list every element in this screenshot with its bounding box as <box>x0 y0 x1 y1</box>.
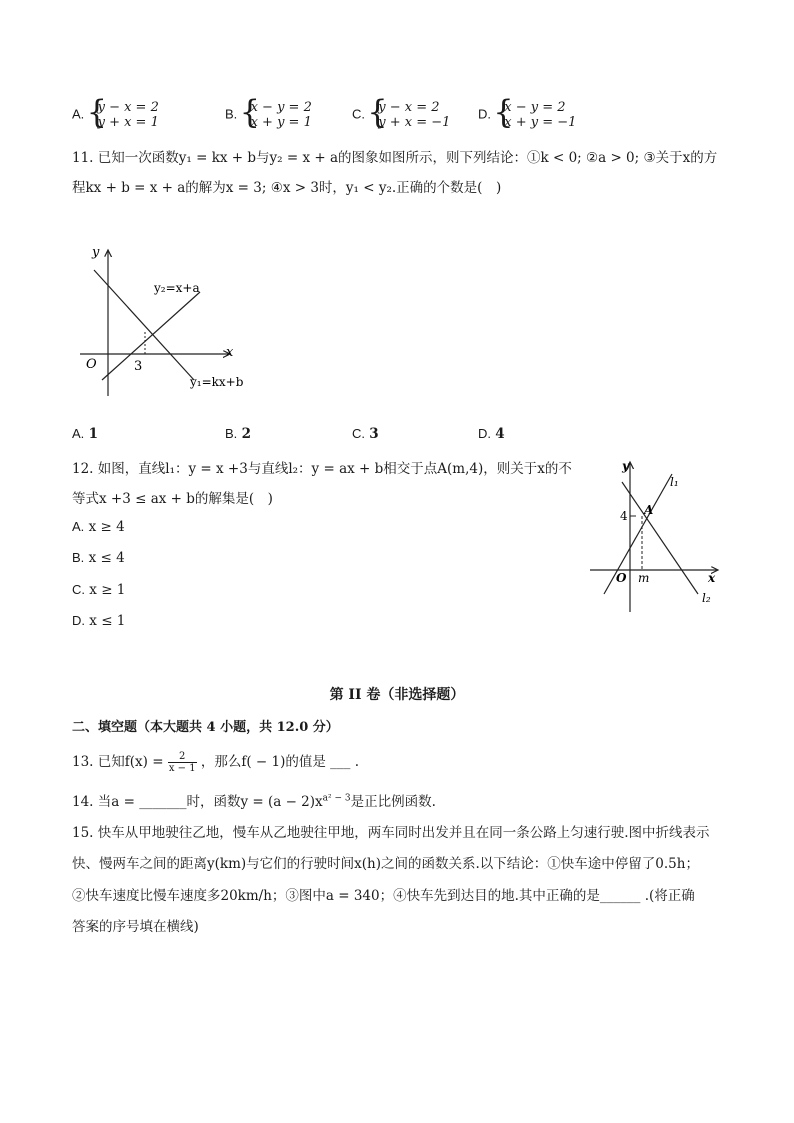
q14-suffix: 是正比例函数. <box>350 794 436 810</box>
line-l2-label: l₂ <box>702 591 711 605</box>
equation-line: y + x = −1 <box>378 115 451 130</box>
q13-prefix: 13. 已知f(x) = <box>72 754 164 770</box>
option-value: 3 <box>369 426 379 442</box>
fraction-numerator: 2 <box>168 751 197 763</box>
y-tick-label: 4 <box>620 509 628 523</box>
q15-line4: 答案的序号填在横线) <box>72 919 199 935</box>
line-l1-label: l₁ <box>670 475 679 489</box>
x-tick-label: m <box>638 571 650 585</box>
option-value: 1 <box>88 426 98 442</box>
option-letter: A. <box>72 519 85 534</box>
option-letter: B. <box>225 426 238 441</box>
q14 <box>72 790 436 810</box>
equation-line: { y − x = 2 <box>378 100 440 115</box>
option-value: x ≤ 1 <box>89 613 126 629</box>
q11-option-a <box>72 426 98 442</box>
q11-graph <box>72 240 272 400</box>
option-letter: B. <box>72 550 85 565</box>
equation-line: x + y = 1 <box>250 115 312 130</box>
equation-line: { x − y = 2 <box>250 100 312 115</box>
option-letter: D. <box>478 106 491 122</box>
equation-system <box>369 100 450 130</box>
q12-option-b <box>72 550 125 566</box>
y-axis-label: y <box>622 459 629 473</box>
q12-stem-line1: 12. 如图，直线l₁：y = x +3与直线l₂：y = ax + b相交于点A(m,4)，则关于x的不 <box>72 461 572 477</box>
equation-line: y + x = 1 <box>97 115 159 130</box>
option-value: 2 <box>241 426 251 442</box>
q10-option-d <box>478 100 576 130</box>
fraction-denominator: x − 1 <box>168 763 196 774</box>
option-value: x ≥ 4 <box>88 519 125 535</box>
equation-line: { y − x = 2 <box>97 100 159 115</box>
option-letter: C. <box>352 106 365 122</box>
q15-line1: 15. 快车从甲地驶往乙地，慢车从乙地驶往甲地，两车同时出发并且在同一条公路上匀速行驶.图中折线表示 <box>72 825 710 841</box>
option-letter: A. <box>72 426 85 441</box>
option-letter: D. <box>72 613 85 628</box>
q15-line2: 快、慢两车之间的距离y(km)与它们的行驶时间x(h)之间的函数关系.以下结论：①快车途中停留了0.5h； <box>72 856 699 872</box>
q12-graph <box>586 454 726 614</box>
q13 <box>72 750 359 774</box>
y-axis-label: y <box>92 245 100 260</box>
q10-option-c <box>352 100 450 130</box>
q14-exponent: a² − 3 <box>322 793 351 804</box>
line-y2-label: y₂=x+a <box>154 281 200 295</box>
equation-line: { x − y = 2 <box>504 100 566 115</box>
q10-option-a <box>72 100 159 130</box>
q11-option-c <box>352 426 379 442</box>
x-axis-label: x <box>226 345 234 360</box>
option-value: x ≥ 1 <box>89 582 126 598</box>
line-y2 <box>102 292 200 380</box>
origin-label: O <box>86 357 97 372</box>
line-l2 <box>622 482 698 594</box>
q12-stem-line2: 等式x +3 ≤ ax + b的解集是( ) <box>72 491 273 507</box>
equation-system <box>495 100 576 130</box>
section-title: 第 II 卷（非选择题） <box>329 687 465 703</box>
point-a-label: A <box>644 503 654 517</box>
q11-stem-line2: 程kx + b = x + a的解为x = 3; ④x > 3时，y₁ < y₂.正确的个数是( ) <box>72 180 502 196</box>
option-letter: D. <box>478 426 491 441</box>
tick-label-3: 3 <box>134 359 143 374</box>
origin-label: O <box>616 571 627 585</box>
q12-option-c <box>72 582 125 598</box>
equation-line: x + y = −1 <box>504 115 577 130</box>
option-value: 4 <box>495 426 505 442</box>
equation-system <box>89 100 159 130</box>
line-y1-label: y₁=kx+b <box>190 375 244 389</box>
q12-option-d <box>72 613 125 629</box>
q14-prefix: 14. 当a = _______时，函数y = (a − 2)x <box>72 794 323 810</box>
q12-option-a <box>72 519 125 535</box>
equation-system <box>242 100 312 130</box>
option-letter: C. <box>72 582 85 597</box>
q10-option-b <box>225 100 312 130</box>
option-letter: A. <box>72 106 85 122</box>
option-value: x ≤ 4 <box>88 550 125 566</box>
x-axis-label: x <box>708 571 716 585</box>
option-letter: C. <box>352 426 365 441</box>
q11-option-b <box>225 426 251 442</box>
section-heading: 二、填空题（本大题共 4 小题，共 12.0 分） <box>72 720 339 735</box>
q11-stem-line1: 11. 已知一次函数y₁ = kx + b与y₂ = x + a的图象如图所示，则下列结论：①k < 0; ②a > 0; ③关于x的方 <box>72 150 718 166</box>
q11-option-d <box>478 426 505 442</box>
q13-suffix: ，那么f( − 1)的值是 ___ . <box>200 754 359 770</box>
q15-line3: ②快车速度比慢车速度多20km/h；③图中a = 340；④快车先到达目的地.其中正确的是______ .(将正确 <box>72 888 695 904</box>
option-letter: B. <box>225 106 238 122</box>
fraction <box>168 751 197 774</box>
